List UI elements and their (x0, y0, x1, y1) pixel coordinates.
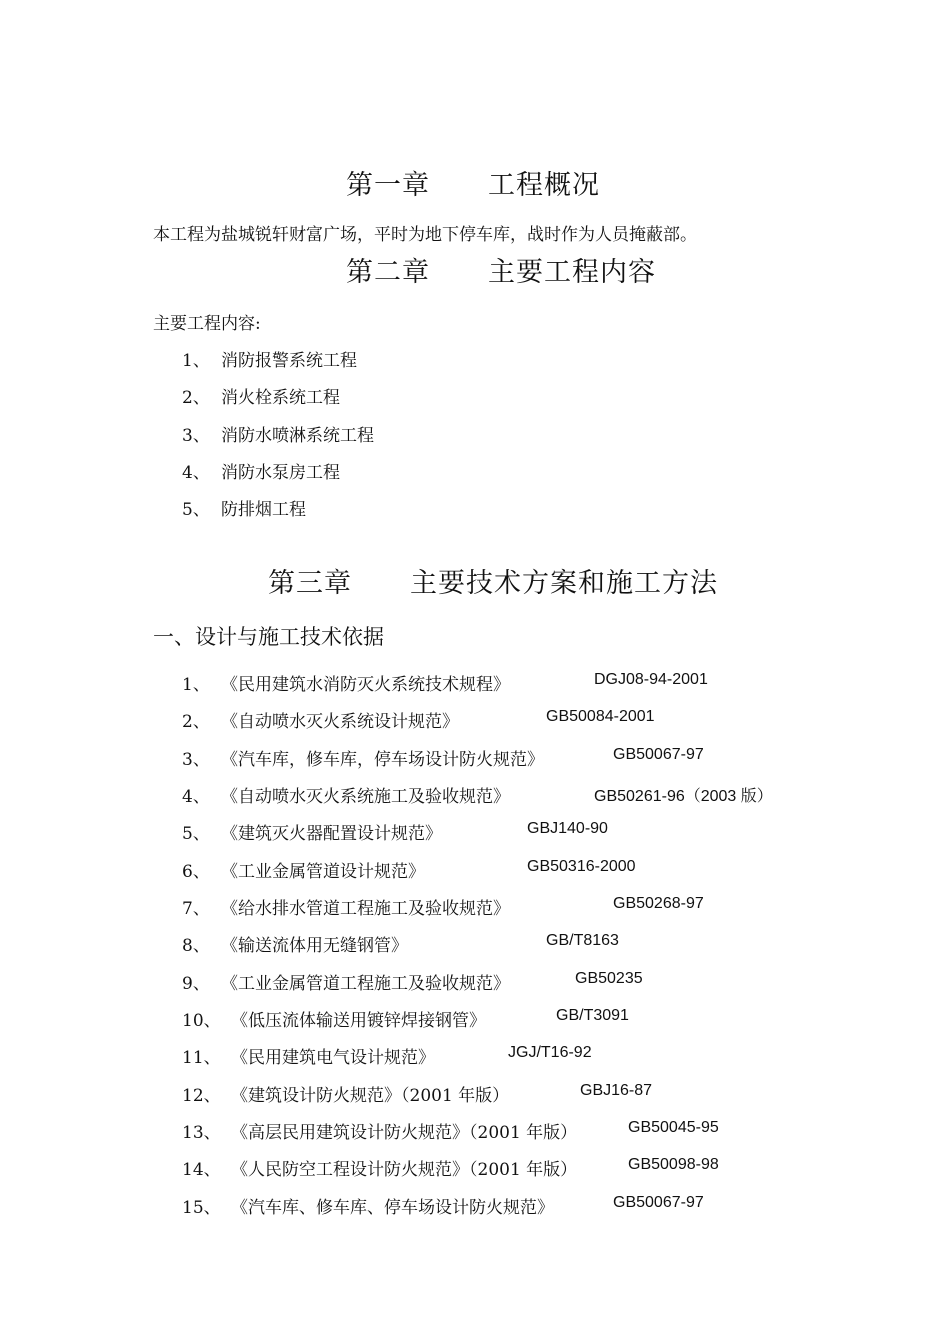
contents-item-text: 消火栓系统工程 (221, 388, 340, 408)
standard-name: 《工业金属管道设计规范》 (221, 862, 425, 882)
contents-item-number: 2、 (182, 388, 210, 408)
chapter-1-title: 工程概况 (488, 170, 600, 201)
standard-number: 9、 (182, 974, 210, 994)
standard-number: 2、 (182, 712, 210, 732)
standard-number: 1、 (182, 675, 210, 695)
standard-name: 《建筑灭火器配置设计规范》 (221, 824, 442, 844)
standard-code: GB50067-97 (613, 1194, 704, 1211)
chapter-3-title: 主要技术方案和施工方法 (410, 568, 718, 599)
contents-item-number: 1、 (182, 351, 210, 371)
standard-code: GB/T3091 (556, 1007, 629, 1024)
standard-code: GB/T8163 (546, 932, 619, 949)
standard-number: 10、 (182, 1011, 221, 1031)
standard-code: GB50084-2001 (546, 708, 655, 725)
standard-code: GB50268-97 (613, 895, 704, 912)
standard-number: 6、 (182, 862, 210, 882)
standard-name: 《低压流体输送用镀锌焊接钢管》 (231, 1011, 486, 1031)
contents-item-number: 5、 (182, 500, 210, 520)
standard-code: GBJ16-87 (580, 1082, 653, 1099)
standard-name: 《民用建筑电气设计规范》 (231, 1048, 435, 1068)
standard-number: 3、 (182, 750, 210, 770)
contents-item-text: 防排烟工程 (221, 500, 306, 520)
standard-code: GBJ140-90 (527, 820, 608, 837)
standard-code: GB50098-98 (628, 1156, 719, 1173)
standard-name: 《自动喷水灭火系统施工及验收规范》 (221, 787, 510, 807)
chapter-2-title: 主要工程内容 (488, 257, 656, 288)
standard-number: 5、 (182, 824, 210, 844)
standard-name: 《自动喷水灭火系统设计规范》 (221, 712, 459, 732)
standard-code: GB50316-2000 (527, 858, 636, 875)
contents-item-text: 消防水泵房工程 (221, 463, 340, 483)
standard-number: 12、 (182, 1086, 221, 1106)
standard-name: 《民用建筑水消防灭火系统技术规程》 (221, 675, 510, 695)
standard-code: GB50045-95 (628, 1119, 719, 1136)
contents-item-text: 消防报警系统工程 (221, 351, 357, 371)
standard-number: 8、 (182, 936, 210, 956)
contents-item-text: 消防水喷淋系统工程 (221, 426, 374, 446)
standard-number: 13、 (182, 1123, 221, 1143)
standard-code: DGJ08-94-2001 (594, 671, 708, 688)
intro-paragraph: 本工程为盐城锐轩财富广场，平时为地下停车库，战时作为人员掩蔽部。 (153, 225, 697, 245)
standard-number: 15、 (182, 1198, 221, 1218)
standard-number: 7、 (182, 899, 210, 919)
standard-number: 11、 (182, 1048, 221, 1068)
standard-name: 《高层民用建筑设计防火规范》（2001 年版） (231, 1123, 578, 1143)
standard-code: GB50261-96（2003 版） (594, 788, 773, 805)
standard-number: 4、 (182, 787, 210, 807)
standard-name: 《输送流体用无缝钢管》 (221, 936, 408, 956)
chapter-2-heading (346, 250, 656, 289)
standard-number: 14、 (182, 1160, 221, 1180)
standard-code: GB50067-97 (613, 746, 704, 763)
contents-label: 主要工程内容: (153, 314, 261, 334)
standard-name: 《汽车库、修车库、停车场设计防火规范》 (231, 1198, 554, 1218)
chapter-2-number: 第二章 (346, 257, 430, 288)
standard-name: 《工业金属管道工程施工及验收规范》 (221, 974, 510, 994)
chapter-1-heading (346, 163, 600, 202)
section-1-heading: 一、设计与施工技术依据 (153, 625, 384, 649)
standard-name: 《汽车库，修车库，停车场设计防火规范》 (221, 750, 544, 770)
contents-item-number: 3、 (182, 426, 210, 446)
chapter-1-number: 第一章 (346, 170, 430, 201)
standard-code: GB50235 (575, 970, 643, 987)
chapter-3-heading (268, 561, 718, 600)
standard-name: 《人民防空工程设计防火规范》（2001 年版） (231, 1160, 578, 1180)
standard-name: 《给水排水管道工程施工及验收规范》 (221, 899, 510, 919)
contents-item-number: 4、 (182, 463, 210, 483)
chapter-3-number: 第三章 (268, 568, 352, 599)
standard-code: JGJ/T16-92 (508, 1044, 592, 1061)
standard-name: 《建筑设计防火规范》（2001 年版） (231, 1086, 510, 1106)
